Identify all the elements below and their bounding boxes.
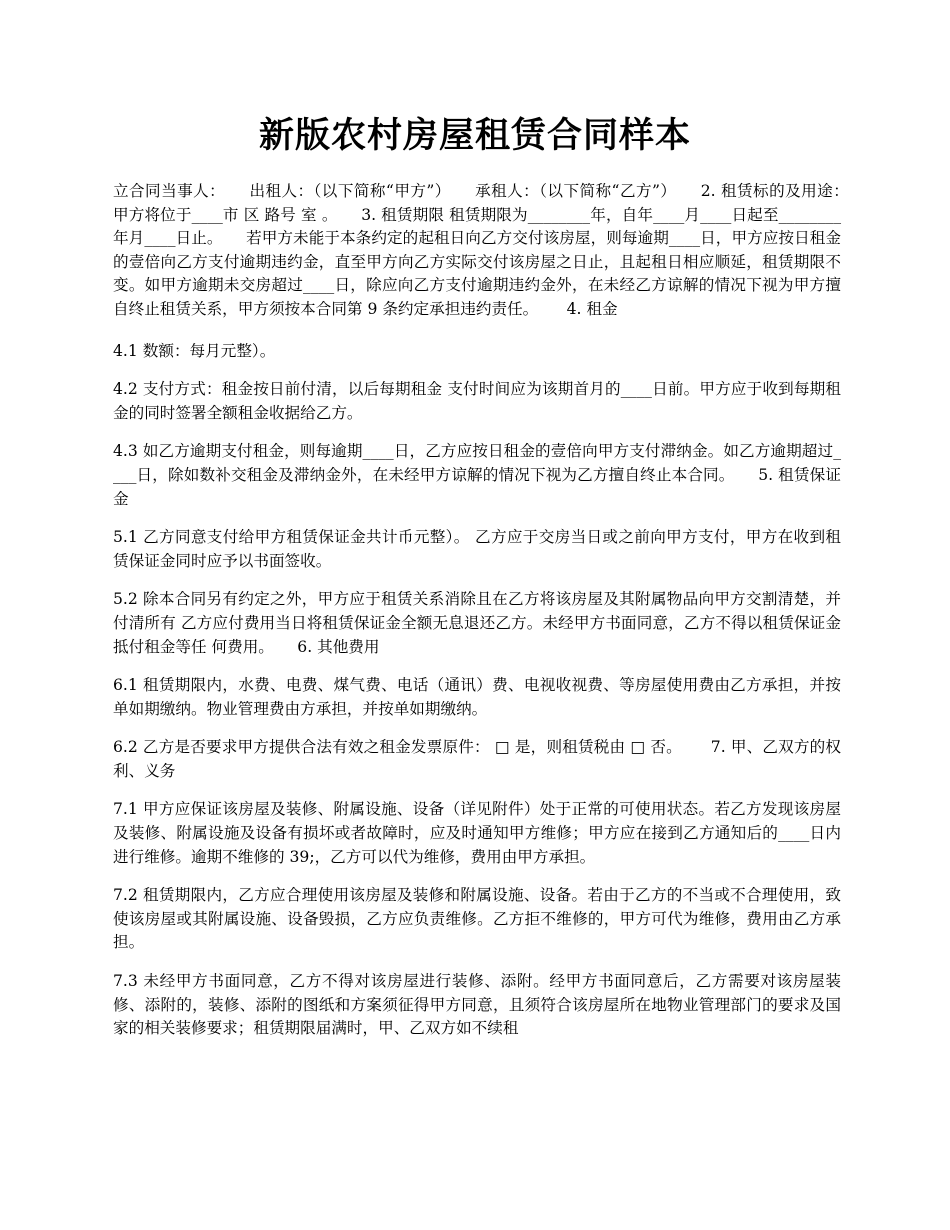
paragraph-5-2: 5.2 除本合同另有约定之外，甲方应于租赁关系消除且在乙方将该房屋及其附属物品向甲方交割清楚，并付清所有 乙方应付费用当日将租赁保证金全额无息退还乙方。未经甲方书面同意，乙方不得以租赁保证金抵付租金等任 何费用。 6. 其他费用 bbox=[113, 590, 841, 656]
paragraph-parties-and-terms: 立合同当事人： 出租人：（以下简称“甲方”） 承租人：（以下简称“乙方”） 2. 租赁标的及用途： 甲方将位于____市 区 路号 室 。 3. 租赁期限 租赁期限为________年，自年____月____日起至________年月____日止。 若甲方未能于本条约定的起租日向乙方交付该房屋，则每逾期____日，甲方应按日租金的壹倍向乙方支付逾期违约金，直至甲方向乙方实际交付该房屋之日止，且起租日相应顺延，租赁期限不变。如甲方逾期未交房超过____日，除应向乙方支付逾期违约金外，在未经乙方谅解的情况下视为甲方擅自终止租赁关系，甲方须按本合同第 9 条约定承担违约责任。 4. 租金 bbox=[113, 182, 873, 318]
document-title: 新版农村房屋租赁合同样本 bbox=[258, 115, 691, 156]
paragraph-7-3: 7.3 未经甲方书面同意，乙方不得对该房屋进行装修、添附。经甲方书面同意后，乙方需要对该房屋装修、添附的，装修、添附的图纸和方案须征得甲方同意，且须符合该房屋所在地物业管理部门的要求及国家的相关装修要求；租赁期限届满时，甲、乙双方如不续租 bbox=[113, 972, 841, 1038]
paragraph-6-1: 6.1 租赁期限内，水费、电费、煤气费、电话（通讯）费、电视收视费、等房屋使用费由乙方承担，并按单如期缴纳。物业管理费由方承担，并按单如期缴纳。 bbox=[113, 676, 841, 718]
paragraph-4-2: 4.2 支付方式：租金按日前付清，以后每期租金 支付时间应为该期首月的____日前。甲方应于收到每期租金的同时签署全额租金收据给乙方。 bbox=[113, 380, 841, 422]
paragraph-7-2: 7.2 租赁期限内，乙方应合理使用该房屋及装修和附属设施、设备。若由于乙方的不当或不合理使用，致使该房屋或其附属设施、设备毁损，乙方应负责维修。乙方拒不维修的，甲方可代为维修，费用由乙方承担。 bbox=[113, 886, 841, 952]
document-body bbox=[113, 180, 873, 1056]
paragraph-7-1: 7.1 甲方应保证该房屋及装修、附属设施、设备（详见附件）处于正常的可使用状态。若乙方发现该房屋及装修、附属设施及设备有损坏或者故障时，应及时通知甲方维修；甲方应在接到乙方通知后的____日内进行维修。逾期不维修的 39;，乙方可以代为维修，费用由甲方承担。 bbox=[113, 800, 841, 866]
paragraph-5-1: 5.1 乙方同意支付给甲方租赁保证金共计币元整）。 乙方应于交房当日或之前向甲方支付，甲方在收到租赁保证金同时应予以书面签收。 bbox=[113, 528, 841, 570]
paragraph-4-1: 4.1 数额：每月元整）。 bbox=[113, 341, 276, 360]
paragraph-6-2: 6.2 乙方是否要求甲方提供合法有效之租金发票原件： □ 是，则租赁税由 □ 否。 7. 甲、乙双方的权利、义务 bbox=[113, 738, 841, 780]
paragraph-4-3: 4.3 如乙方逾期支付租金，则每逾期____日，乙方应按日租金的壹倍向甲方支付滞纳金。如乙方逾期超过____日，除如数补交租金及滞纳金外，在未经甲方谅解的情况下视为乙方擅自终止本合同。 5. 租赁保证金 bbox=[113, 442, 841, 508]
